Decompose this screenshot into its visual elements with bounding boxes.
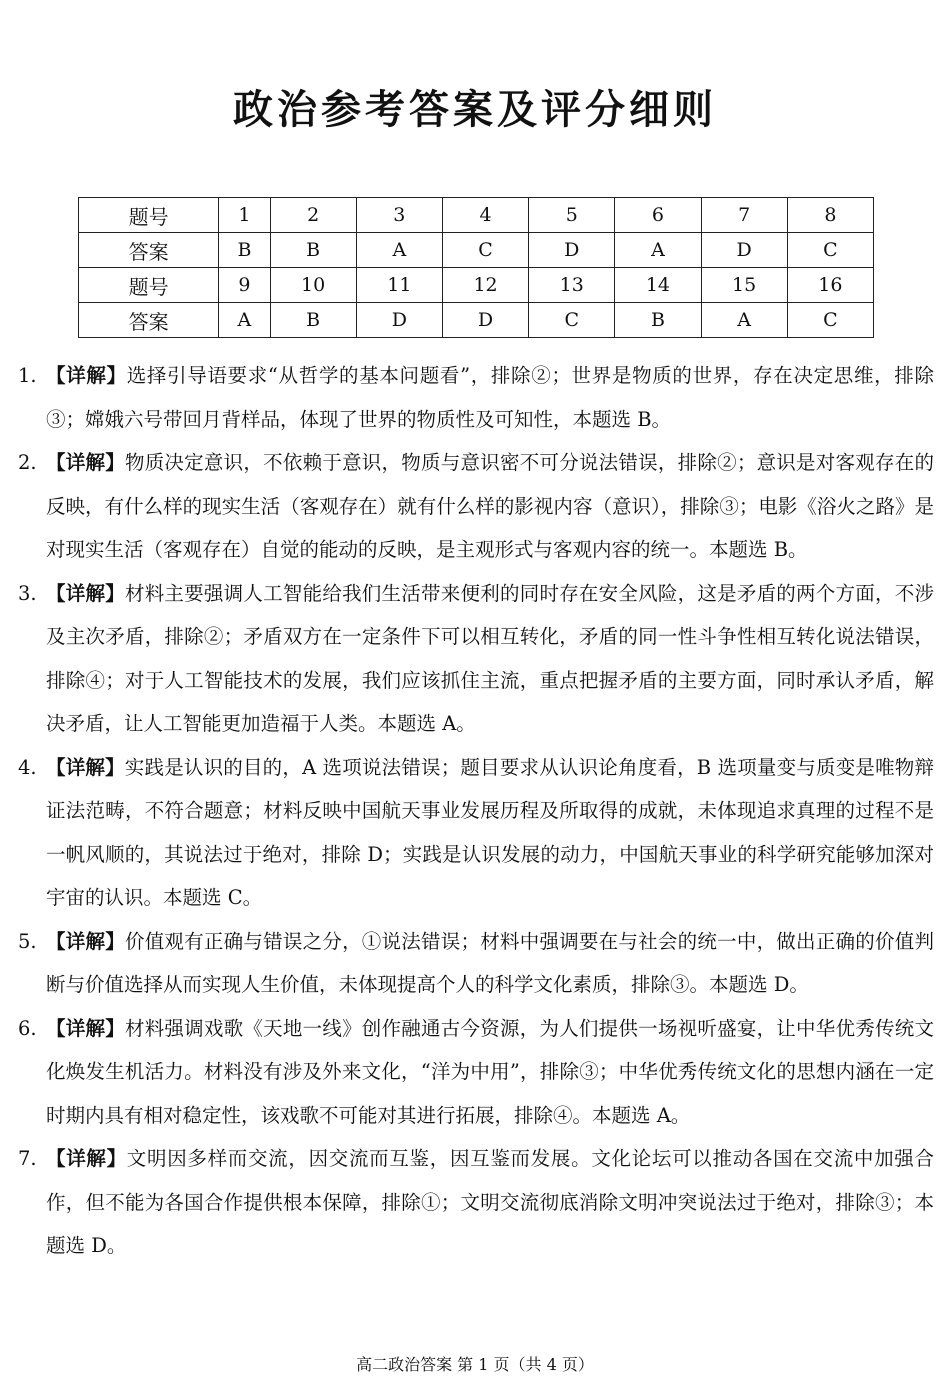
item-number: 4. bbox=[18, 755, 37, 779]
table-cell: 11 bbox=[356, 268, 442, 303]
table-cell: D bbox=[529, 233, 615, 268]
table-cell: B bbox=[270, 233, 356, 268]
table-cell: A bbox=[356, 233, 442, 268]
item-number: 3. bbox=[18, 581, 37, 605]
detail-tag: 【详解】 bbox=[46, 451, 125, 474]
table-cell: 12 bbox=[442, 268, 528, 303]
explanation-item bbox=[18, 920, 934, 1007]
table-cell: C bbox=[787, 233, 873, 268]
item-text: 材料主要强调人工智能给我们生活带来便利的同时存在安全风险，这是矛盾的两个方面，不涉及主次矛盾，排除②；矛盾双方在一定条件下可以相互转化，矛盾的同一性斗争性相互转化说法错误，排除④；对于人工智能技术的发展，我们应该抓住主流，重点把握矛盾的主要方面，同时承认矛盾，解决矛盾，让人工智能更加造福于人类。本题选 A。 bbox=[46, 581, 934, 735]
table-cell: B bbox=[270, 303, 356, 338]
explanation-item bbox=[18, 441, 934, 572]
detail-tag: 【详解】 bbox=[46, 755, 125, 779]
table-cell: 9 bbox=[219, 268, 270, 303]
table-cell: A bbox=[701, 303, 787, 338]
table-cell: 8 bbox=[787, 198, 873, 233]
table-row-label: 题号 bbox=[79, 198, 219, 233]
detail-tag: 【详解】 bbox=[46, 581, 125, 605]
table-cell: D bbox=[356, 303, 442, 338]
table-row-label: 答案 bbox=[79, 303, 219, 338]
item-number: 7. bbox=[18, 1147, 37, 1170]
table-row bbox=[79, 198, 874, 233]
table-cell: A bbox=[219, 303, 270, 338]
item-text: 文明因多样而交流，因交流而互鉴，因互鉴而发展。文化论坛可以推动各国在交流中加强合作，但不能为各国合作提供根本保障，排除①；文明交流彻底消除文明冲突说法过于绝对，排除③；本题选 D。 bbox=[46, 1147, 934, 1257]
table-cell: 14 bbox=[615, 268, 701, 303]
item-number: 6. bbox=[18, 1016, 37, 1040]
detail-tag: 【详解】 bbox=[46, 1147, 127, 1170]
table-cell: D bbox=[701, 233, 787, 268]
explanation-item bbox=[18, 354, 934, 441]
table-cell: B bbox=[219, 233, 270, 268]
item-text: 物质决定意识，不依赖于意识，物质与意识密不可分说法错误，排除②；意识是对客观存在的反映，有什么样的现实生活（客观存在）就有什么样的影视内容（意识），排除③；电影《浴火之路》是对现实生活（客观存在）自觉的能动的反映，是主观形式与客观内容的统一。本题选 B。 bbox=[46, 451, 934, 561]
table-cell: 6 bbox=[615, 198, 701, 233]
table-cell: A bbox=[615, 233, 701, 268]
table-cell: B bbox=[615, 303, 701, 338]
page-title: 政治参考答案及评分细则 bbox=[233, 87, 717, 133]
table-row bbox=[79, 303, 874, 338]
explanation-item bbox=[18, 1007, 934, 1138]
table-cell: 13 bbox=[529, 268, 615, 303]
table-cell: 1 bbox=[219, 198, 270, 233]
item-text: 价值观有正确与错误之分，①说法错误；材料中强调要在与社会的统一中，做出正确的价值判断与价值选择从而实现人生价值，未体现提高个人的科学文化素质，排除③。本题选 D。 bbox=[46, 929, 934, 996]
item-number: 1. bbox=[18, 364, 37, 387]
table-row bbox=[79, 233, 874, 268]
explanation-item bbox=[18, 746, 934, 920]
table-cell: C bbox=[787, 303, 873, 338]
item-text: 选择引导语要求“从哲学的基本问题看”，排除②；世界是物质的世界，存在决定思维，排除③；嫦娥六号带回月背样品，体现了世界的物质性及可知性，本题选 B。 bbox=[46, 364, 934, 431]
table-cell: 16 bbox=[787, 268, 873, 303]
explanation-list bbox=[18, 354, 934, 1268]
explanation-item bbox=[18, 572, 934, 746]
table-cell: 4 bbox=[442, 198, 528, 233]
answer-table bbox=[78, 197, 874, 338]
detail-tag: 【详解】 bbox=[46, 929, 125, 953]
page-footer: 高二政治答案 第 1 页（共 4 页） bbox=[356, 1355, 594, 1374]
table-row bbox=[79, 268, 874, 303]
item-text: 实践是认识的目的，A 选项说法错误；题目要求从认识论角度看，B 选项量变与质变是唯物辩证法范畴，不符合题意；材料反映中国航天事业发展历程及所取得的成就，未体现追求真理的过程不是一帆风顺的，其说法过于绝对，排除 D；实践是认识发展的动力，中国航天事业的科学研究能够加深对宇宙的认识。本题选 C。 bbox=[46, 755, 934, 909]
table-cell: 15 bbox=[701, 268, 787, 303]
table-cell: C bbox=[442, 233, 528, 268]
table-cell: 2 bbox=[270, 198, 356, 233]
table-row-label: 题号 bbox=[79, 268, 219, 303]
explanation-item bbox=[18, 1137, 934, 1268]
table-cell: D bbox=[442, 303, 528, 338]
table-cell: 3 bbox=[356, 198, 442, 233]
detail-tag: 【详解】 bbox=[46, 1016, 125, 1040]
detail-tag: 【详解】 bbox=[46, 364, 127, 387]
table-cell: 7 bbox=[701, 198, 787, 233]
table-row-label: 答案 bbox=[79, 233, 219, 268]
table-cell: C bbox=[529, 303, 615, 338]
item-number: 2. bbox=[18, 451, 37, 474]
table-cell: 5 bbox=[529, 198, 615, 233]
item-number: 5. bbox=[18, 929, 37, 953]
table-cell: 10 bbox=[270, 268, 356, 303]
item-text: 材料强调戏歌《天地一线》创作融通古今资源，为人们提供一场视听盛宴，让中华优秀传统文化焕发生机活力。材料没有涉及外来文化，“洋为中用”，排除③；中华优秀传统文化的思想内涵在一定时期内具有相对稳定性，该戏歌不可能对其进行拓展，排除④。本题选 A。 bbox=[46, 1016, 934, 1127]
